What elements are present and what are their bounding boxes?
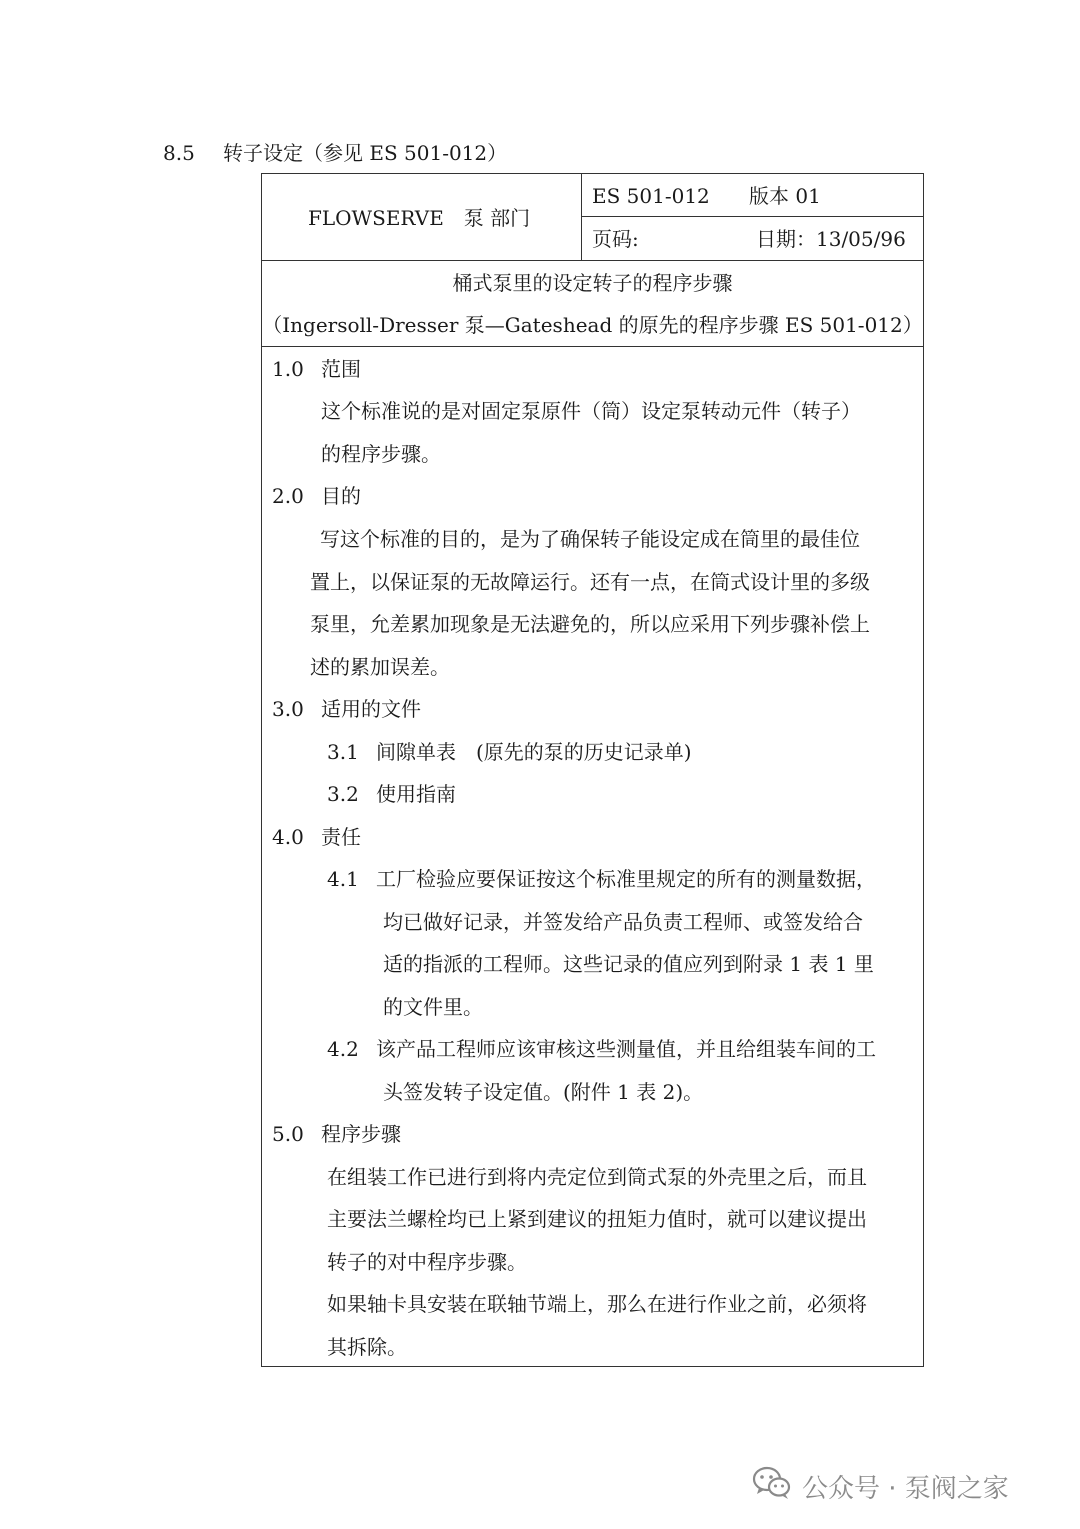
subsection-4-1-text: 均已做好记录，并签发给产品负责工程师、或签发给合 <box>383 910 863 934</box>
section-1-number: 1.0 <box>272 357 304 381</box>
section-heading <box>163 138 507 168</box>
subsection-4-2-text: 头签发转子设定值。(附件 1 表 2)。 <box>383 1080 704 1104</box>
section-2-text: 写这个标准的目的，是为了确保转子能设定成在筒里的最佳位 <box>320 527 860 551</box>
section-5-text: 转子的对中程序步骤。 <box>327 1250 527 1274</box>
subsection-3-1-text: 间隙单表 (原先的泵的历史记录单) <box>376 740 692 764</box>
section-2-title: 目的 <box>321 484 361 508</box>
subsection-4-1-text: 的文件里。 <box>383 995 483 1019</box>
subsection-4-1 <box>327 864 876 894</box>
section-1-title: 范围 <box>321 357 361 381</box>
procedure-title: 桶式泵里的设定转子的程序步骤 <box>452 271 733 295</box>
section-2-heading <box>272 481 361 511</box>
doc-date: 日期：13/05/96 <box>756 227 906 251</box>
section-3-heading <box>272 694 421 724</box>
subsection-3-1-number: 3.1 <box>327 740 359 764</box>
watermark-text: 公众号 · 泵阀之家 <box>802 1473 1009 1504</box>
subsection-4-2-number: 4.2 <box>327 1037 359 1061</box>
section-5-text: 如果轴卡具安装在联轴节端上，那么在进行作业之前，必须将 <box>327 1292 867 1316</box>
section-5-heading <box>272 1119 401 1149</box>
section-5-text: 主要法兰螺栓均已上紧到建议的扭矩力值时，就可以建议提出 <box>327 1207 867 1231</box>
section-5-text: 在组装工作已进行到将内壳定位到筒式泵的外壳里之后，而且 <box>327 1165 867 1189</box>
subsection-4-2-text: 该产品工程师应该审核这些测量值，并且给组装车间的工 <box>376 1037 876 1061</box>
section-title: 转子设定（参见 ES 501-012） <box>223 141 508 165</box>
subsection-3-2 <box>327 779 456 809</box>
subsection-4-1-number: 4.1 <box>327 867 359 891</box>
procedure-table <box>261 173 924 1367</box>
section-3-title: 适用的文件 <box>321 697 421 721</box>
section-5-number: 5.0 <box>272 1122 304 1146</box>
procedure-subtitle: （Ingersoll-Dresser 泵—Gateshead 的原先的程序步骤 ES 501-012） <box>262 313 923 337</box>
section-2-number: 2.0 <box>272 484 304 508</box>
section-number: 8.5 <box>163 141 195 165</box>
section-4-title: 责任 <box>321 825 361 849</box>
doc-version: 版本 01 <box>749 184 821 208</box>
section-4-number: 4.0 <box>272 825 304 849</box>
section-1-text: 这个标准说的是对固定泵原件（筒）设定泵转动元件（转子） <box>321 399 861 423</box>
doc-number: ES 501-012 <box>592 184 710 208</box>
subsection-3-2-text: 使用指南 <box>376 782 456 806</box>
subsection-4-2 <box>327 1034 876 1064</box>
section-2-text: 置上，以保证泵的无故障运行。还有一点，在筒式设计里的多级 <box>310 570 870 594</box>
header-column-divider <box>581 174 582 260</box>
section-1-heading <box>272 354 361 384</box>
header-divider <box>581 216 923 217</box>
watermark <box>752 1466 1009 1506</box>
subsection-3-1 <box>327 737 692 767</box>
subsection-4-1-text: 工厂检验应要保证按这个标准里规定的所有的测量数据， <box>376 867 876 891</box>
section-5-title: 程序步骤 <box>321 1122 401 1146</box>
header-bottom-border <box>262 260 923 261</box>
page-label: 页码: <box>592 227 639 251</box>
subsection-3-2-number: 3.2 <box>327 782 359 806</box>
section-1-text: 的程序步骤。 <box>321 442 441 466</box>
wechat-icon <box>752 1466 792 1507</box>
section-3-number: 3.0 <box>272 697 304 721</box>
subsection-4-1-text: 适的指派的工程师。这些记录的值应列到附录 1 表 1 里 <box>383 952 874 976</box>
company-name: FLOWSERVE 泵 部门 <box>308 206 531 230</box>
section-2-text: 泵里，允差累加现象是无法避免的，所以应采用下列步骤补偿上 <box>310 612 870 636</box>
section-5-text: 其拆除。 <box>327 1335 407 1359</box>
section-4-heading <box>272 822 361 852</box>
section-2-text: 述的累加误差。 <box>310 655 450 679</box>
title-bottom-border <box>262 346 923 347</box>
